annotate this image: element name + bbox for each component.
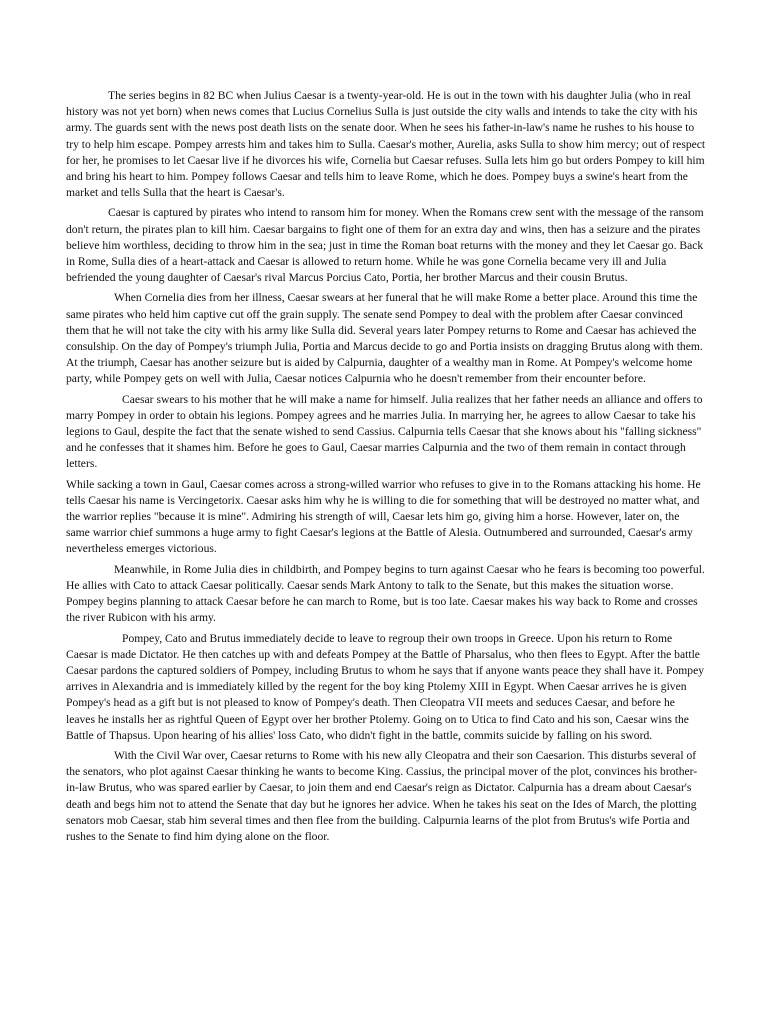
paragraph-gaul-vercingetorix: While sacking a town in Gaul, Caesar comes across a strong-willed warrior who refuses to give in to the Romans attacking his home. He tells Caesar his name is Vercingetorix. Caesar asks him why he is willing to die for something that will be destroyed no matter what, and the warrior replies "because it is mine". Admiring his strength of will, Caesar lets him go, giving him a horse. However, later on, the same warrior chief summons a huge army to fight Caesar's legions at the Battle of Alesia. Outnumbered and surrounded, Caesar's army nevertheless emerges victorious. [66,477,701,556]
paragraph-rubicon: Meanwhile, in Rome Julia dies in childbirth, and Pompey begins to turn against Caesar who he fears is becoming too powerful. He allies with Cato to attack Caesar politically. Caesar sends Mark Antony to talk to the Senate, but this makes the situation worse. Pompey begins planning to attack Caesar before he can march to Rome, but is too late. Caesar makes his way back to Rome and crosses the river Rubicon with his army. [66,562,705,625]
paragraph-pirates: Caesar is captured by pirates who intend to ransom him for money. When the Romans crew sent with the message of the ransom don't return, the pirates plan to kill him. Caesar bargains to fight one of them for an extra day and wins, then has a seizure and the pirates believe him worthless, deciding to throw him in the sea; just in time the Roman boat returns with the money and they let Caesar go. Back in Rome, Sulla dies of a heart-attack and Caesar is allowed to return home. While he was gone Cornelia became very ill and Julia befriended the young daughter of Caesar's rival Marcus Porcius Cato, Portia, her brother Marcus and their cousin Brutus. [66,206,704,285]
paragraph-series-beginning: The series begins in 82 BC when Julius Caesar is a twenty-year-old. He is out in the town with his daughter Julia (who in real history was not yet born) when news comes that Lucius Cornelius Sulla is just outside the city walls and intends to take the city with his army. The guards sent with the news post death lists on the senate door. When he sees his father-in-law's name he rushes to his house to try to help him escape. Pompey arrests him and takes him to Sulla. Caesar's mother, Aurelia, asks Sulla to show him mercy; out of respect for her, he promises to let Caesar live if he divorces his wife, Cornelia but Caesar refuses. Sulla lets him go but orders Pompey to kill him and bring his heart to him. Pompey follows Caesar and tells him to leave Rome, which he does. Pompey buys a swine's heart from the market and tells Sulla that the heart is Caesar's. [66,89,706,200]
paragraph-pharsalus-egypt: Pompey, Cato and Brutus immediately decide to leave to regroup their own troops in Greece. Upon his return to Rome Caesar is made Dictator. He then catches up with and defeats Pompey at the Battle of Pharsalus, who then flees to Egypt. After the battle Caesar pardons the captured soldiers of Pompey, including Brutus to whom he says that if anyone wants peace they shall have it. Pompey arrives in Alexandria and is immediately killed by the regent for the boy king Ptolemy XIII in Egypt. When Caesar arrives he is given Pompey's head as a gift but is not pleased to know of Pompey's death. Then Cleopatra VII meets and seduces Caesar, and before he leaves he installs her as rightful Queen of Egypt over her brother Ptolemy. Going on to Utica to find Cato and his son, Caesar wins the Battle of Thapsus. Upon hearing of his allies' loss Cato, who didn't fight in the battle, commits suicide by falling on his sword. [66,631,705,742]
paragraph-cornelia-death: When Cornelia dies from her illness, Caesar swears at her funeral that he will make Rome a better place. Around this time the same pirates who held him captive cut off the grain supply. The senate send Pompey to deal with the problem after Caesar convinced them that he will not take the city with his army like Sulla did. Several years later Pompey returns to Rome and Caesar has achieved the consulship. On the day of Pompey's triumph Julia, Portia and Marcus decide to go and Portia insists on dragging Brutus along with them. At the triumph, Caesar has another seizure but is aided by Calpurnia, daughter of a wealthy man in Rome. At Pompey's welcome home party, while Pompey gets on well with Julia, Caesar notices Calpurnia who he doesn't remember from their encounter before. [66,291,703,386]
paragraph-ides-of-march: With the Civil War over, Caesar returns to Rome with his new ally Cleopatra and their son Caesarion. This disturbs several of the senators, who plot against Caesar thinking he wants to become King. Cassius, the principal mover of the plot, convinces his brother-in-law Brutus, who was spared earlier by Caesar, to join them and end Caesar's reign as Dictator. Calpurnia has a dream about Caesar's death and begs him not to attend the Senate that day but he ignores her advice. When he takes his seat on the Ides of March, the plotting senators mob Caesar, stab him several times and then flee from the building. Calpurnia learns of the plot from Brutus's wife Portia and rushes to the Senate to find him dying alone on the floor. [66,748,698,843]
paragraph-julia-marries-pompey: Caesar swears to his mother that he will make a name for himself. Julia realizes that her father needs an alliance and offers to marry Pompey in order to obtain his legions. Pompey agrees and he marries Julia. In marrying her, he agrees to allow Caesar to take his legions to Gaul, despite the fact that the senate wished to send Cassius. Calpurnia tells Caesar that she knows about his "falling sickness" and he confesses that it shames him. Before he goes to Gaul, Caesar marries Calpurnia and the two of them remain in contact through letters. [66,392,703,471]
document-page [66,88,706,849]
